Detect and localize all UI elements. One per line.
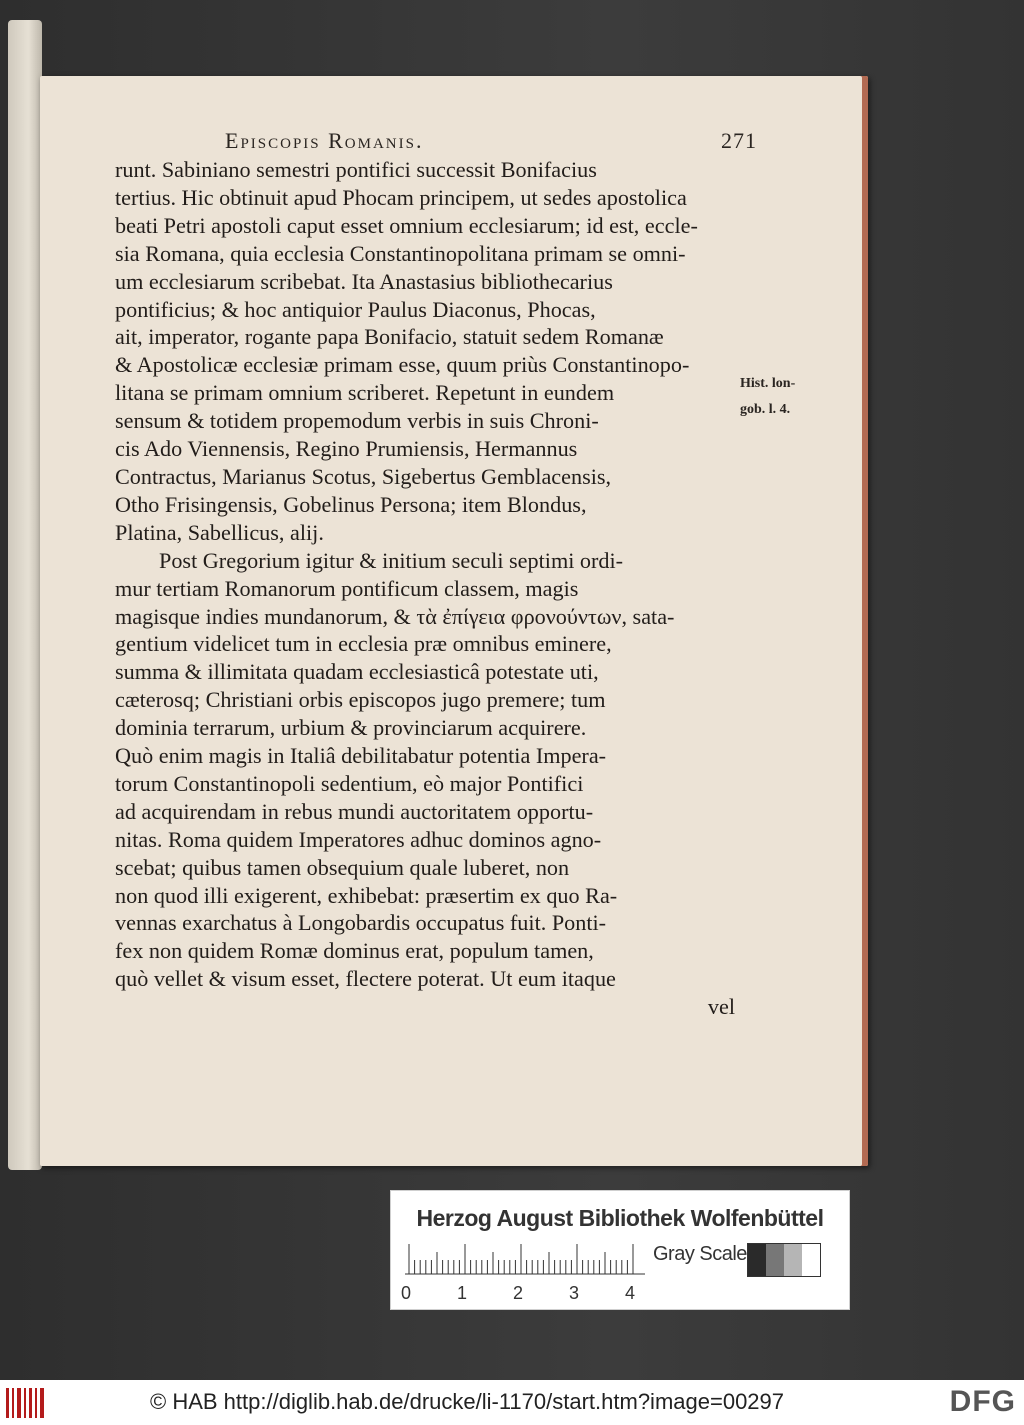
- text-line: tertius. Hic obtinuit apud Phocam principem, ut sedes apostolica: [115, 184, 687, 210]
- ruler-number: 0: [401, 1283, 412, 1303]
- page-number: 271: [721, 128, 757, 153]
- text-line: runt. Sabiniano semestri pontifici successit Bonifacius: [115, 157, 597, 182]
- gray-swatch-cell: [784, 1244, 802, 1276]
- text-line: scebat; quibus tamen obsequium quale luberet, non: [115, 854, 570, 880]
- text-line: Platina, Sabellicus, alij.: [115, 519, 324, 545]
- text-line: cis Ado Viennensis, Regino Prumiensis, Hermannus: [115, 436, 578, 462]
- text-line: torum Constantinopoli sedentium, eò major Pontifici: [115, 770, 584, 796]
- library-name: Herzog August Bibliothek Wolfenbüttel: [416, 1205, 824, 1231]
- barcode-icon: [6, 1388, 46, 1418]
- margin-note-2: gob. l. 4.: [740, 402, 791, 417]
- ruler-scale: [405, 1243, 645, 1275]
- text-line: beati Petri apostoli caput esset omnium ecclesiarum; id est, eccle-: [115, 212, 698, 238]
- gray-swatch-cell: [748, 1244, 766, 1276]
- copyright-url: © HAB http://diglib.hab.de/drucke/li-1170/start.htm?image=00297: [150, 1389, 785, 1414]
- text-line: fex non quidem Romæ dominus erat, populum tamen,: [115, 938, 594, 964]
- text-line: gentium videlicet tum in ecclesia præ omnibus eminere,: [115, 631, 612, 657]
- gray-swatch-cell: [802, 1244, 820, 1276]
- gray-scale-label: Gray Scale: [653, 1243, 747, 1265]
- text-line: mur tertiam Romanorum pontificum classem, magis: [115, 575, 579, 601]
- running-header: [115, 128, 765, 154]
- margin-note-1: Hist. lon-: [740, 376, 796, 391]
- text-line: vel: [707, 994, 735, 1020]
- text-line: & Apostolicæ ecclesiæ primam esse, quum priùs Constantinopo-: [115, 352, 690, 378]
- ruler-number: 2: [513, 1283, 524, 1303]
- text-line: ad acquirendam in rebus mundi auctoritatem opportu-: [115, 798, 594, 824]
- ruler-number: 1: [457, 1283, 468, 1303]
- gray-swatch-cell: [766, 1244, 784, 1276]
- library-color-card: [390, 1190, 850, 1310]
- text-line: cæterosq; Christiani orbis episcopos jugo premere; tum: [115, 687, 606, 713]
- ruler-number: 3: [569, 1283, 580, 1303]
- facing-page-edge: [8, 20, 42, 1170]
- text-line: non quod illi exigerent, exhibebat: præsertim ex quo Ra-: [115, 882, 618, 908]
- page-content: [115, 128, 765, 1021]
- text-line: vennas exarchatus à Longobardis occupatus fuit. Ponti-: [115, 910, 607, 936]
- running-title: Episcopis Romanis.: [225, 128, 424, 153]
- text-line: Otho Frisingensis, Gobelinus Persona; item Blondus,: [115, 491, 587, 517]
- text-line: litana se primam omnium scriberet. Repetunt in eundem: [115, 380, 615, 406]
- text-line: quò vellet & visum esset, flectere poterat. Ut eum itaque: [115, 966, 616, 992]
- text-line: um ecclesiarum scribebat. Ita Anastasius bibliothecarius: [115, 268, 613, 294]
- text-block: [115, 156, 765, 1021]
- text-line: Contractus, Marianus Scotus, Sigebertus Gemblacensis,: [115, 463, 612, 489]
- text-line: sensum & totidem propemodum verbis in suis Chroni-: [115, 408, 599, 434]
- text-line: Quò enim magis in Italiâ debilitabatur potentia Impera-: [115, 743, 607, 769]
- text-line: pontificius; & hoc antiquior Paulus Diaconus, Phocas,: [115, 296, 596, 322]
- book-page: [40, 76, 868, 1166]
- text-line: ait, imperator, rogante papa Bonifacio, statuit sedem Romanæ: [115, 324, 664, 350]
- footer-bar: [0, 1380, 1024, 1425]
- text-line: dominia terrarum, urbium & provinciarum acquirere.: [115, 715, 587, 741]
- gray-scale-swatch: [747, 1243, 821, 1277]
- text-line: nitas. Roma quidem Imperatores adhuc dominos agno-: [115, 826, 602, 852]
- text-line: magisque indies mundanorum, & τὰ ἐπίγεια φρονούντων, sata-: [115, 603, 675, 629]
- text-line: summa & illimitata quadam ecclesiasticâ potestate uti,: [115, 659, 599, 685]
- text-line: sia Romana, quia ecclesia Constantinopolitana primam se omni-: [115, 240, 686, 266]
- ruler-number: 4: [625, 1283, 636, 1303]
- text-line: Post Gregorium igitur & initium seculi septimi ordi-: [159, 547, 624, 573]
- dfg-logo: DFG: [949, 1385, 1016, 1418]
